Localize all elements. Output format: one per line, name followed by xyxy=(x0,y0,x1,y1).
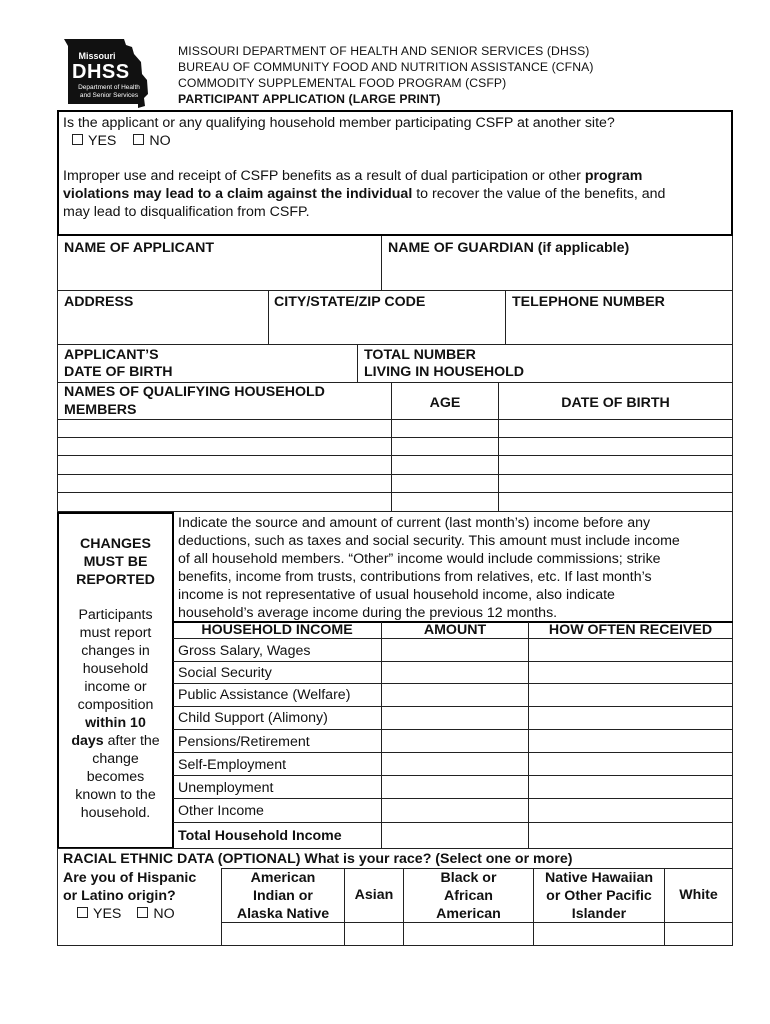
income-intro-line: income is not representative of usual household income, also indicate xyxy=(178,587,615,603)
amount-col-header: AMOUNT xyxy=(423,622,487,638)
total-income-amount[interactable] xyxy=(382,823,528,848)
hispanic-question xyxy=(63,869,196,905)
income-frequency-cell[interactable] xyxy=(529,639,732,661)
income-intro-line: benefits, income from trusts, contributions from relatives, etc. If last month’s xyxy=(178,569,652,585)
race-col-label: White xyxy=(679,887,718,903)
logo-sub1: Department of Health xyxy=(78,84,140,91)
income-row-label: Child Support (Alimony) xyxy=(178,710,328,726)
address-field[interactable] xyxy=(58,291,267,343)
race-col-label: American xyxy=(250,870,316,886)
members-header-name xyxy=(64,383,325,419)
total-household-label-2: LIVING IN HOUSEHOLD xyxy=(364,364,525,380)
race-col-label: Asian xyxy=(354,887,394,903)
income-amount-cell[interactable] xyxy=(382,639,528,661)
income-intro-line: household’s average income during the previous 12 months. xyxy=(178,605,558,621)
page-title: PARTICIPANT APPLICATION (LARGE PRINT) xyxy=(178,92,441,106)
total-household-field[interactable] xyxy=(358,345,731,381)
header-line-2: BUREAU OF COMMUNITY FOOD AND NUTRITION ASSISTANCE (CFNA) xyxy=(178,60,594,74)
income-row-label: Unemployment xyxy=(178,780,274,796)
hispanic-question-line-1: Are you of Hispanic xyxy=(63,870,197,886)
income-frequency-cell[interactable] xyxy=(529,776,732,798)
total-income-label: Total Household Income xyxy=(178,828,342,844)
total-household-label-1: TOTAL NUMBER xyxy=(364,347,476,363)
member-row[interactable] xyxy=(58,456,732,474)
income-row-label: Self-Employment xyxy=(178,757,287,773)
changes-within: within 10 xyxy=(85,715,146,731)
race-col-label: Indian or xyxy=(253,888,313,904)
name-of-guardian-label: NAME OF GUARDIAN (if applicable) xyxy=(388,240,630,256)
race-col-label: Black or xyxy=(440,870,497,886)
race-answer-cell[interactable] xyxy=(665,923,732,945)
members-header-line-2: MEMBERS xyxy=(64,402,137,418)
how-often-col-header: HOW OFTEN RECEIVED xyxy=(548,622,713,638)
warning-mid: to recover the value of the benefits, and xyxy=(412,186,666,202)
warning-text xyxy=(63,167,728,185)
changes-body: income or xyxy=(84,679,147,695)
dual-participation-question: Is the applicant or any qualifying household member participating CSFP at another site? xyxy=(63,115,615,131)
warning-end: may lead to disqualification from CSFP. xyxy=(63,204,310,220)
income-frequency-cell[interactable] xyxy=(529,753,732,775)
income-intro-line: Indicate the source and amount of current (last month’s) income before any xyxy=(178,515,651,531)
income-frequency-cell[interactable] xyxy=(529,730,732,752)
race-col-black xyxy=(404,869,533,923)
name-of-applicant-field[interactable] xyxy=(58,237,380,289)
header-line-3: COMMODITY SUPPLEMENTAL FOOD PROGRAM (CSFP) xyxy=(178,76,507,90)
warning-bold-2: violations may lead to a claim against the individual xyxy=(63,186,413,202)
income-frequency-cell[interactable] xyxy=(529,684,732,706)
income-frequency-cell[interactable] xyxy=(529,707,732,729)
race-answer-cell[interactable] xyxy=(345,923,403,945)
race-col-american-indian xyxy=(222,869,344,923)
header-text xyxy=(178,43,593,107)
changes-days: days xyxy=(71,733,104,749)
changes-after: after the xyxy=(103,733,160,749)
header-line-1: MISSOURI DEPARTMENT OF HEALTH AND SENIOR SERVICES (DHSS) xyxy=(178,44,590,58)
race-col-asian xyxy=(345,886,403,904)
warning-text-2 xyxy=(63,185,728,203)
hispanic-no-label: NO xyxy=(153,906,175,922)
income-amount-cell[interactable] xyxy=(382,662,528,683)
race-col-label: or Other Pacific xyxy=(546,888,652,904)
member-row[interactable] xyxy=(58,420,732,437)
race-col-native-hawaiian xyxy=(534,869,664,923)
hispanic-yes-checkbox[interactable] xyxy=(77,907,88,918)
member-row[interactable] xyxy=(58,493,732,511)
applicant-dob-label-2: DATE OF BIRTH xyxy=(64,364,173,380)
telephone-label: TELEPHONE NUMBER xyxy=(512,294,665,310)
race-section-title: RACIAL ETHNIC DATA (OPTIONAL) What is your race? (Select one or more) xyxy=(63,851,573,867)
changes-notice xyxy=(59,535,172,822)
income-row-label: Pensions/Retirement xyxy=(178,734,310,750)
changes-days-line xyxy=(59,732,172,750)
yes-checkbox[interactable] xyxy=(72,134,83,145)
applicant-dob-label-1: APPLICANT’S xyxy=(64,347,159,363)
hispanic-question-line-2: or Latino origin? xyxy=(63,888,176,904)
logo-sub2: and Senior Services xyxy=(79,92,139,99)
warning-bold-1: program xyxy=(584,168,643,184)
member-row[interactable] xyxy=(58,438,732,455)
changes-body: composition xyxy=(77,697,154,713)
income-frequency-cell[interactable] xyxy=(529,799,732,822)
income-amount-cell[interactable] xyxy=(382,776,528,798)
no-checkbox[interactable] xyxy=(133,134,144,145)
race-answer-cell[interactable] xyxy=(222,923,344,945)
changes-body: must report xyxy=(79,625,152,641)
income-intro-line: deductions, such as taxes and social security. This amount must include income xyxy=(178,533,680,549)
race-answer-cell[interactable] xyxy=(404,923,533,945)
race-col-white xyxy=(665,886,732,904)
race-answer-cell[interactable] xyxy=(534,923,664,945)
name-of-guardian-field[interactable] xyxy=(382,237,731,289)
changes-body: changes in xyxy=(81,643,150,659)
changes-title-3: REPORTED xyxy=(76,572,155,588)
race-col-label: Alaska Native xyxy=(236,906,330,922)
member-row[interactable] xyxy=(58,475,732,492)
income-row-label: Other Income xyxy=(178,803,264,819)
city-state-zip-label: CITY/STATE/ZIP CODE xyxy=(274,294,426,310)
race-col-label: American xyxy=(436,906,501,922)
logo-state: Missouri xyxy=(78,51,116,61)
income-row-label: Social Security xyxy=(178,665,272,681)
changes-body: Participants xyxy=(78,607,153,623)
changes-title-1: CHANGES xyxy=(80,536,151,552)
income-row-label: Public Assistance (Welfare) xyxy=(178,687,351,703)
changes-body: change xyxy=(92,751,139,767)
race-col-label: Native Hawaiian xyxy=(544,870,654,886)
race-col-label: Islander xyxy=(571,906,627,922)
members-header-dob: DATE OF BIRTH xyxy=(561,395,670,411)
no-label: NO xyxy=(149,133,171,149)
yes-label: YES xyxy=(88,133,117,149)
hispanic-options xyxy=(77,905,175,923)
logo-abbr: DHSS xyxy=(72,61,130,83)
dual-participation-options xyxy=(72,132,171,150)
income-amount-cell[interactable] xyxy=(382,684,528,706)
race-col-label: African xyxy=(444,888,493,904)
changes-body: becomes xyxy=(86,769,145,785)
hispanic-no-checkbox[interactable] xyxy=(137,907,148,918)
changes-body: known to the xyxy=(75,787,156,803)
income-instructions xyxy=(178,514,730,622)
changes-body: household xyxy=(82,661,149,677)
income-intro-line: of all household members. “Other” income would include commissions; strike xyxy=(178,551,661,567)
income-amount-cell[interactable] xyxy=(382,753,528,775)
changes-title-2: MUST BE xyxy=(83,554,148,570)
warning-pre: Improper use and receipt of CSFP benefits as a result of dual participation or other xyxy=(63,168,585,184)
income-amount-cell[interactable] xyxy=(382,707,528,729)
name-of-applicant-label: NAME OF APPLICANT xyxy=(64,240,215,256)
members-header-age: AGE xyxy=(429,395,461,411)
dhss-logo xyxy=(62,36,152,110)
income-col-header: HOUSEHOLD INCOME xyxy=(201,622,353,638)
income-row-label: Gross Salary, Wages xyxy=(178,643,311,659)
income-amount-cell[interactable] xyxy=(382,730,528,752)
address-label: ADDRESS xyxy=(64,294,134,310)
telephone-field[interactable] xyxy=(506,291,731,343)
total-income-frequency[interactable] xyxy=(529,823,732,848)
city-state-zip-field[interactable] xyxy=(269,291,504,343)
members-header-line-1: NAMES OF QUALIFYING HOUSEHOLD xyxy=(64,384,325,400)
income-amount-cell[interactable] xyxy=(382,799,528,822)
income-frequency-cell[interactable] xyxy=(529,662,732,683)
changes-body: household. xyxy=(80,805,151,821)
applicant-dob-field[interactable] xyxy=(58,345,356,381)
hispanic-yes-label: YES xyxy=(93,906,122,922)
